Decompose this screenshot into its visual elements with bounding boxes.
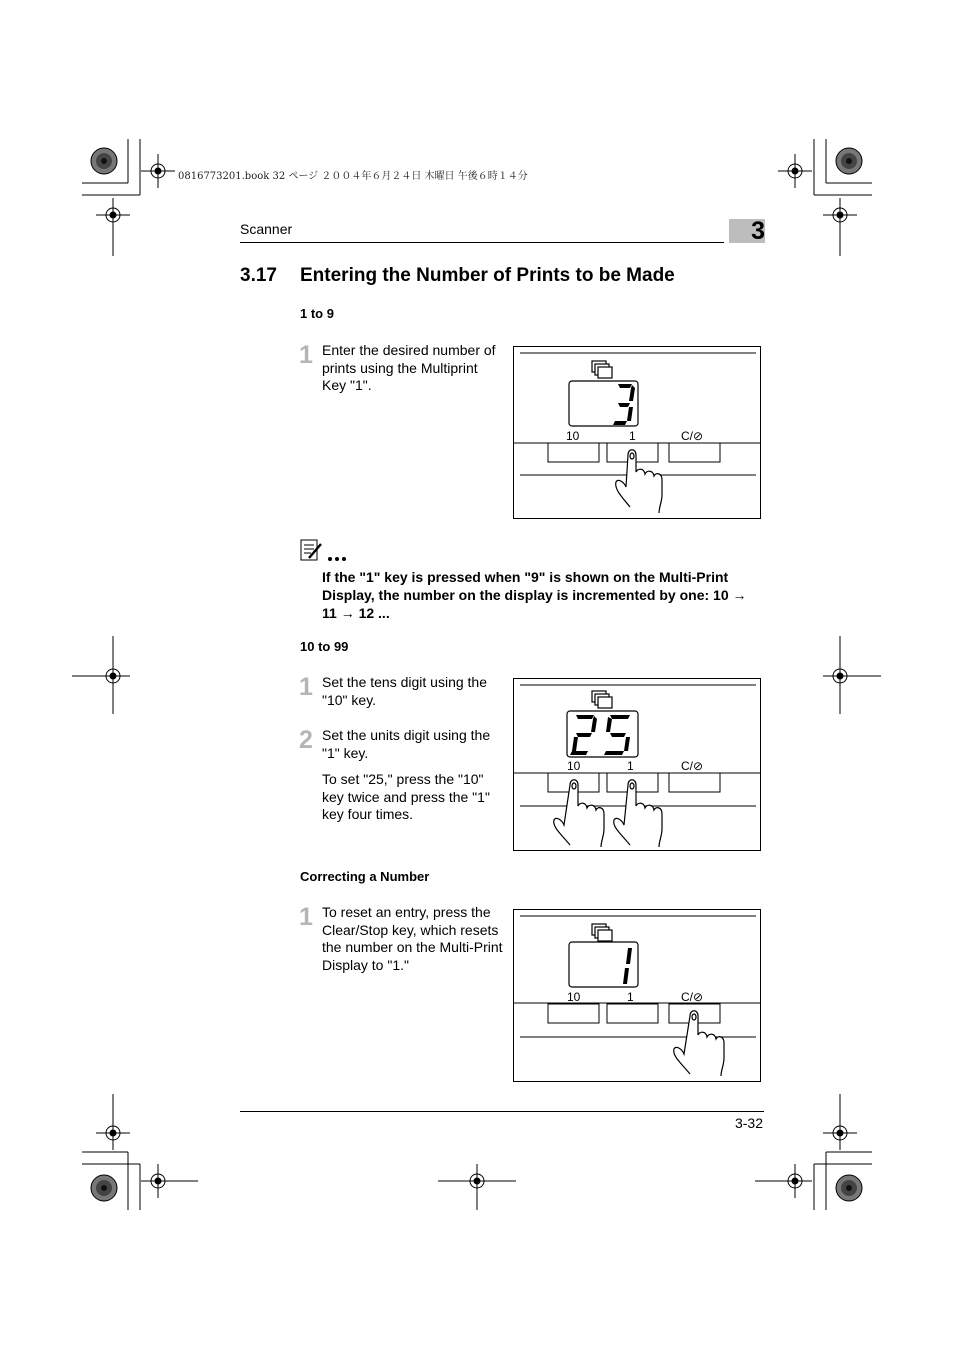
step-example-text: To set "25," press the "10" key twice and press the "1" key four times. [322,771,490,822]
tens-key-label: 10 [567,990,581,1004]
section-number: 3.17 [240,265,277,286]
tens-key-label: 10 [566,429,580,443]
units-key-label: 1 [627,759,634,773]
clear-stop-key [669,773,720,792]
copies-icon [592,924,612,941]
note-pencil-icon [299,536,351,564]
control-panel-illustration [513,346,761,519]
step-text: To reset an entry, press the Clear/Stop key, which resets the number on the Multi-Print Display to "1." [322,904,503,973]
running-header: Scanner [240,221,293,237]
panel-drawing [514,910,760,1081]
clear-stop-key-label: C/⊘ [681,990,704,1004]
copies-icon [592,691,612,708]
tens-key-label: 10 [567,759,581,773]
subhead-correcting-a-number: Correcting a Number [300,869,430,884]
header-rule [240,242,724,243]
control-panel-illustration [513,678,761,851]
units-key-label: 1 [629,429,636,443]
step-number: 2 [299,726,313,754]
step-text: Set the units digit using the "1" key. [322,727,491,761]
step-number: 1 [299,341,313,369]
copies-icon [592,361,612,378]
note-text: If the "1" key is pressed when "9" is shown on the Multi-Print Display, the number on the display is incremented by one: 10 → 11 → 12 ... [322,569,747,621]
subhead-1-to-9: 1 to 9 [300,306,334,321]
control-panel-illustration [513,909,761,1082]
section-title-text: Entering the Number of Prints to be Made [300,265,675,286]
print-info-line: 0816773201.book 32 ページ ２００４年６月２４日 木曜日 午後６時１４分 [178,171,528,182]
units-key-label: 1 [627,990,634,1004]
clear-stop-key-label: C/⊘ [681,429,704,443]
step-text: Set the tens digit using the "10" key. [322,674,487,708]
tens-key [548,1004,599,1023]
footer-rule [240,1111,764,1112]
tens-key [548,443,599,462]
panel-drawing [514,679,760,850]
subhead-10-to-99: 10 to 99 [300,639,349,654]
step-text: Enter the desired number of prints using the Multiprint Key "1". [322,342,496,393]
step-number: 1 [299,903,313,931]
panel-drawing [514,347,760,518]
page-number: 3-32 [734,1115,763,1131]
clear-stop-key [669,443,720,462]
section-title [240,265,675,287]
clear-stop-key-label: C/⊘ [681,759,704,773]
step-number: 1 [299,673,313,701]
units-key [607,1004,658,1023]
multi-print-display [569,942,638,987]
chapter-number: 3 [751,217,765,245]
